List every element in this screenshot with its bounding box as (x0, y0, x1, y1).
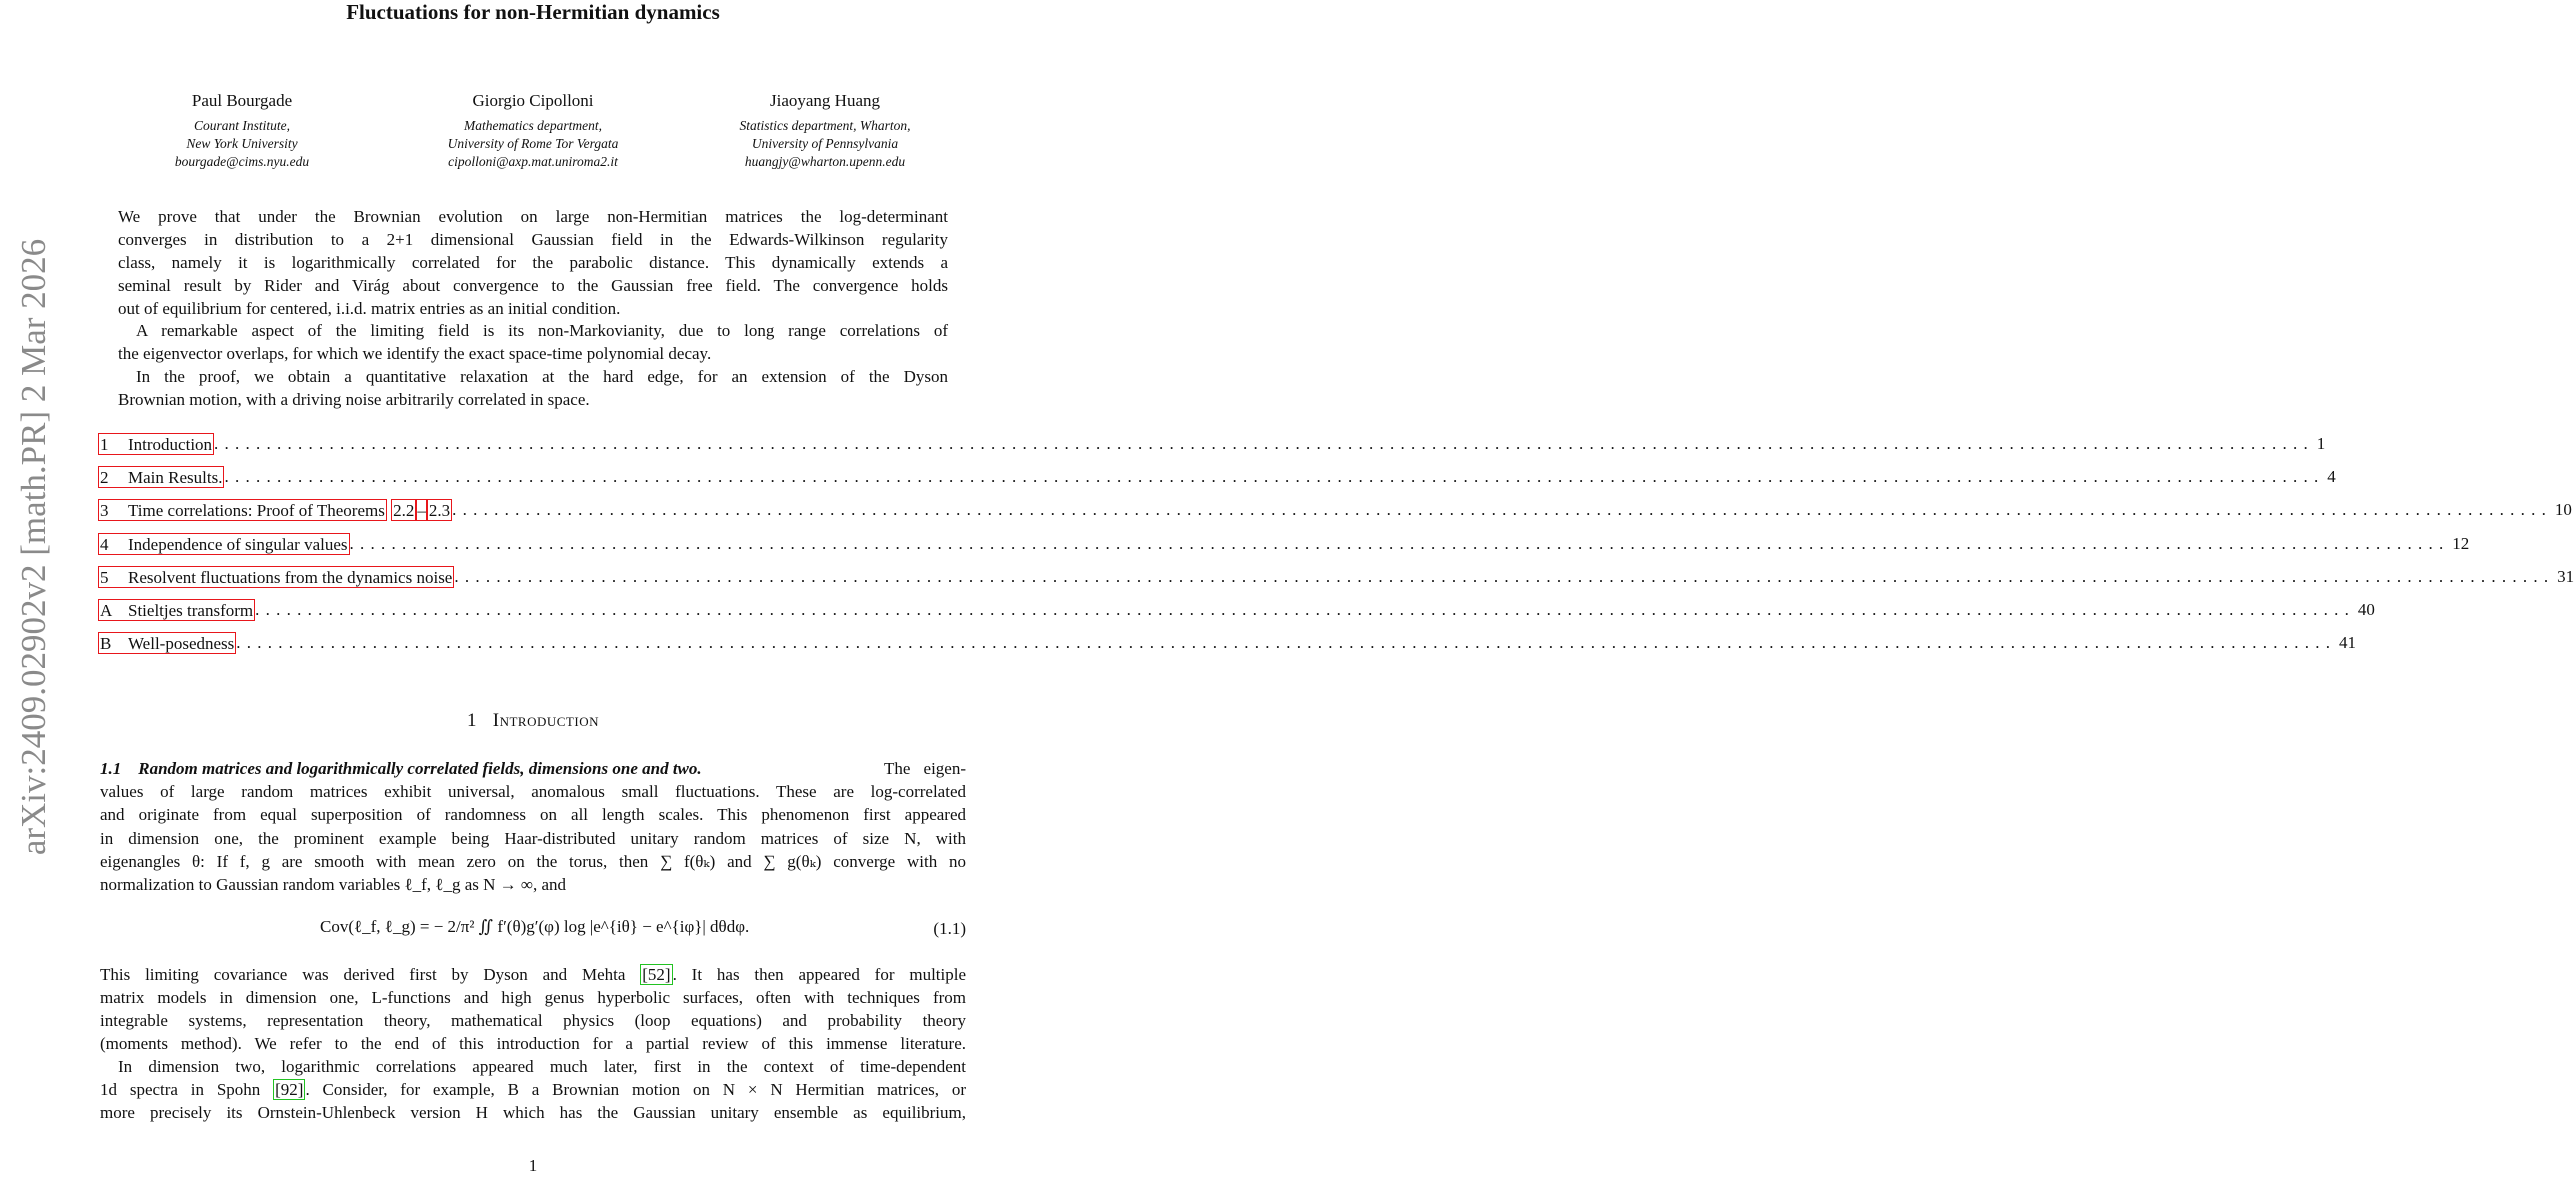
subsection-title: Random matrices and logarithmically correlated fields, dimensions one and two. (138, 759, 702, 778)
page-number: 1 (528, 1156, 538, 1175)
toc-link[interactable] (98, 466, 224, 488)
toc-page: 4 (2327, 467, 2336, 486)
paragraph-line: 1d spectra in Spohn [92] . Consider, for example, B a Brownian motion on N × N Hermitian matrices, or (100, 1080, 966, 1099)
author-affiliation: Statistics department, Wharton, (739, 118, 911, 133)
toc-leader: . . . . . . . . . . . . . . . . . . . . . . . . . . . . . . . . . . . . . . . . . . . . . . . . . . . . . . . . . . . . . . . . . . . . . . . . . . . . . . . . . . . . . . . . . . . . . . . . . . . . . . . . . . . . . . . . . . . . . . . . . . . . . . . . . . . . . . . . . . . . . . . . . . . . . . . . . . . . . . . . . . . . . . . . . . . . . . . . . . . . . . . . . . . . . . . . . . . . . . . . (236, 633, 2332, 652)
toc-link[interactable] (98, 533, 350, 555)
toc-page: 41 (2339, 633, 2357, 652)
toc-entry (98, 466, 2336, 488)
citation-link[interactable]: [92] (275, 1080, 304, 1099)
toc-leader: . . . . . . . . . . . . . . . . . . . . . . . . . . . . . . . . . . . . . . . . . . . . . . . . . . . . . . . . . . . . . . . . . . . . . . . . . . . . . . . . . . . . . . . . . . . . . . . . . . . . . . . . . . . . . . . . . . . . . . . . . . . . . . . . . . . . . . . . . . . . . . . . . . . . . . . . . . . . . . . . . . . . . . . . . . . . . . . . . . . . . . . . . . . . . . . . . . . . . . . . (454, 567, 2550, 586)
author-email[interactable]: cipolloni@axp.mat.uniroma2.it (448, 154, 618, 169)
toc-number: B (100, 634, 112, 653)
arxiv-stamp: arXiv:2409.02902v2 [math.PR] 2 Mar 2026 (14, 238, 53, 856)
paragraph-line: This limiting covariance was derived first by Dyson and Mehta [52] . It has then appeared for multiple (100, 965, 967, 984)
toc-page: 10 (2554, 500, 2572, 519)
abstract-line: class, namely it is logarithmically correlated for the parabolic distance. This dynamically extends a (118, 253, 948, 272)
paragraph-line: matrix models in dimension one, L-functions and high genus hyperbolic surfaces, often with techniques from (100, 988, 966, 1007)
abstract-line: out of equilibrium for centered, i.i.d. matrix entries as an initial condition. (118, 299, 621, 318)
author-block (92, 90, 392, 171)
author-affiliation: Courant Institute, (193, 118, 290, 133)
toc-link[interactable] (98, 433, 214, 455)
subsection-number: 1.1 (100, 759, 122, 778)
author-affiliation: New York University (186, 136, 298, 151)
toc-title: Time correlations: Proof of Theorems (128, 501, 385, 520)
toc-leader: . . . . . . . . . . . . . . . . . . . . . . . . . . . . . . . . . . . . . . . . . . . . . . . . . . . . . . . . . . . . . . . . . . . . . . . . . . . . . . . . . . . . . . . . . . . . . . . . . . . . . . . . . . . . . . . . . . . . . . . . . . . . . . . . . . . . . . . . . . . . . . . . . . . . . . . . . . . . . . . . . . . . . . . . . . . . . . . . . . . . . . . . . . . . . . . . . . . . . . . . (214, 434, 2309, 453)
toc-number: 3 (100, 501, 109, 520)
toc-entry (98, 433, 2326, 455)
author-name: Paul Bourgade (191, 91, 293, 110)
toc-title: Introduction (128, 435, 213, 454)
toc-number: A (100, 601, 113, 620)
abstract-line: Brownian motion, with a driving noise arbitrarily correlated in space. (118, 390, 590, 409)
toc-number: 2 (100, 468, 109, 487)
author-email[interactable]: bourgade@cims.nyu.edu (174, 154, 310, 169)
equation-number: (1.1) (933, 919, 966, 938)
toc-entry (98, 499, 2572, 521)
toc-leader: . . . . . . . . . . . . . . . . . . . . . . . . . . . . . . . . . . . . . . . . . . . . . . . . . . . . . . . . . . . . . . . . . . . . . . . . . . . . . . . . . . . . . . . . . . . . . . . . . . . . . . . . . . . . . . . . . . . . . . . . . . . . . . . . . . . . . . . . . . . . . . . . . . . . . . . . . . . . . . . . . . . . . . . . . . . . . . . . . . . . . . . . . . . . . . . . . . . . . . . . (224, 467, 2320, 486)
paragraph-line: and originate from equal superposition of randomness on all length scales. This phenomenon first appeared (100, 805, 966, 824)
author-affiliation: Mathematics department, (464, 118, 602, 133)
paragraph-line: eigenangles θ: If f, g are smooth with mean zero on the torus, then ∑ f(θₖ) and ∑ g(θₖ) converge with no (100, 852, 966, 871)
toc-entry (98, 632, 2357, 654)
theorem-link[interactable]: 2.2 (393, 501, 415, 520)
toc-title: Stieltjes transform (128, 601, 254, 620)
author-email[interactable]: huangjy@wharton.upenn.edu (744, 154, 906, 169)
toc-number: 1 (100, 435, 109, 454)
paper-title: Fluctuations for non-Hermitian dynamics (346, 0, 720, 24)
section-title: Introduction (492, 710, 599, 731)
toc-title: Resolvent fluctuations from the dynamics noise (128, 568, 453, 587)
toc-entry (98, 533, 2470, 555)
abstract-line: We prove that under the Brownian evolution on large non-Hermitian matrices the log-determinant (118, 207, 948, 226)
toc-leader: . . . . . . . . . . . . . . . . . . . . . . . . . . . . . . . . . . . . . . . . . . . . . . . . . . . . . . . . . . . . . . . . . . . . . . . . . . . . . . . . . . . . . . . . . . . . . . . . . . . . . . . . . . . . . . . . . . . . . . . . . . . . . . . . . . . . . . . . . . . . . . . . . . . . . . . . . . . . . . . . . . . . . . . . . . . . . . . . . . . . . . . . . . . . . . . . . . . . . . . . (349, 534, 2445, 553)
section-heading (0, 710, 1066, 732)
abstract-line: the eigenvector overlaps, for which we identify the exact space-time polynomial decay. (118, 344, 712, 363)
toc-link[interactable] (98, 632, 236, 654)
toc-title: Independence of singular values (128, 535, 348, 554)
toc-leader: . . . . . . . . . . . . . . . . . . . . . . . . . . . . . . . . . . . . . . . . . . . . . . . . . . . . . . . . . . . . . . . . . . . . . . . . . . . . . . . . . . . . . . . . . . . . . . . . . . . . . . . . . . . . . . . . . . . . . . . . . . . . . . . . . . . . . . . . . . . . . . . . . . . . . . . . . . . . . . . . . . . . . . . . . . . . . . . . . . . . . . . . . . . . . . . . . . . . . . . . (255, 600, 2350, 619)
toc-entry (98, 566, 2574, 588)
citation-link[interactable]: [52] (642, 965, 671, 984)
paragraph-line: in dimension one, the prominent example being Haar-distributed unitary random matrices of size N, with (100, 829, 966, 848)
author-name: Giorgio Cipolloni (472, 91, 594, 110)
toc-page: 31 (2557, 567, 2574, 586)
toc-page: 1 (2316, 434, 2326, 453)
toc-link[interactable] (98, 499, 387, 521)
theorem-link[interactable]: 2.3 (428, 501, 451, 520)
paragraph-line: values of large random matrices exhibit universal, anomalous small fluctuations. These are log-correlated (100, 782, 966, 801)
toc-link[interactable] (98, 566, 454, 588)
toc-sep: – (417, 501, 426, 520)
section-number: 1 (467, 710, 478, 731)
toc-page: 40 (2357, 600, 2375, 619)
toc-entry (98, 599, 2375, 621)
abstract-line: In the proof, we obtain a quantitative relaxation at the hard edge, for an extension of the Dyson (136, 367, 948, 386)
author-affiliation: University of Pennsylvania (751, 136, 899, 151)
toc-leader: . . . . . . . . . . . . . . . . . . . . . . . . . . . . . . . . . . . . . . . . . . . . . . . . . . . . . . . . . . . . . . . . . . . . . . . . . . . . . . . . . . . . . . . . . . . . . . . . . . . . . . . . . . . . . . . . . . . . . . . . . . . . . . . . . . . . . . . . . . . . . . . . . . . . . . . . . . . . . . . . . . . . . . . . . . . . . . . . . . . . . . . . . . . . . . . . . . . . . . . . (452, 500, 2547, 519)
author-block (383, 90, 683, 171)
toc-number: 4 (100, 535, 109, 554)
paragraph-line: The eigen- (884, 759, 966, 778)
toc-link[interactable] (98, 599, 255, 621)
abstract-line: A remarkable aspect of the limiting field is its non-Markovianity, due to long range correlations of (136, 321, 948, 340)
subsection-heading (100, 759, 702, 779)
paragraph-line: integrable systems, representation theory, mathematical physics (loop equations) and probability theory (100, 1011, 966, 1030)
paragraph-line: In dimension two, logarithmic correlations appeared much later, first in the context of time-dependent (118, 1057, 966, 1076)
equation-1-1: Cov(ℓ_f, ℓ_g) = − 2/π² ∬ f′(θ)g′(φ) log |e^{iθ} − e^{iφ}| dθdφ. (320, 917, 750, 936)
author-block (675, 90, 975, 171)
toc-title: Main Results. (128, 468, 223, 487)
toc-title: Well-posedness (128, 634, 235, 653)
paragraph-line: normalization to Gaussian random variables ℓ_f, ℓ_g as N → ∞, and (100, 875, 567, 894)
author-name: Jiaoyang Huang (769, 91, 880, 110)
author-affiliation: University of Rome Tor Vergata (447, 136, 619, 151)
paragraph-line: more precisely its Ornstein-Uhlenbeck version H which has the Gaussian unitary ensemble as equilibrium, (100, 1103, 966, 1122)
toc-number: 5 (100, 568, 109, 587)
abstract-line: converges in distribution to a 2+1 dimensional Gaussian field in the Edwards-Wilkinson regularity (118, 230, 948, 249)
abstract-line: seminal result by Rider and Virág about convergence to the Gaussian free field. The convergence holds (118, 276, 948, 295)
paragraph-line: (moments method). We refer to the end of this introduction for a partial review of this immense literature. (100, 1034, 966, 1053)
toc-page: 12 (2452, 534, 2470, 553)
